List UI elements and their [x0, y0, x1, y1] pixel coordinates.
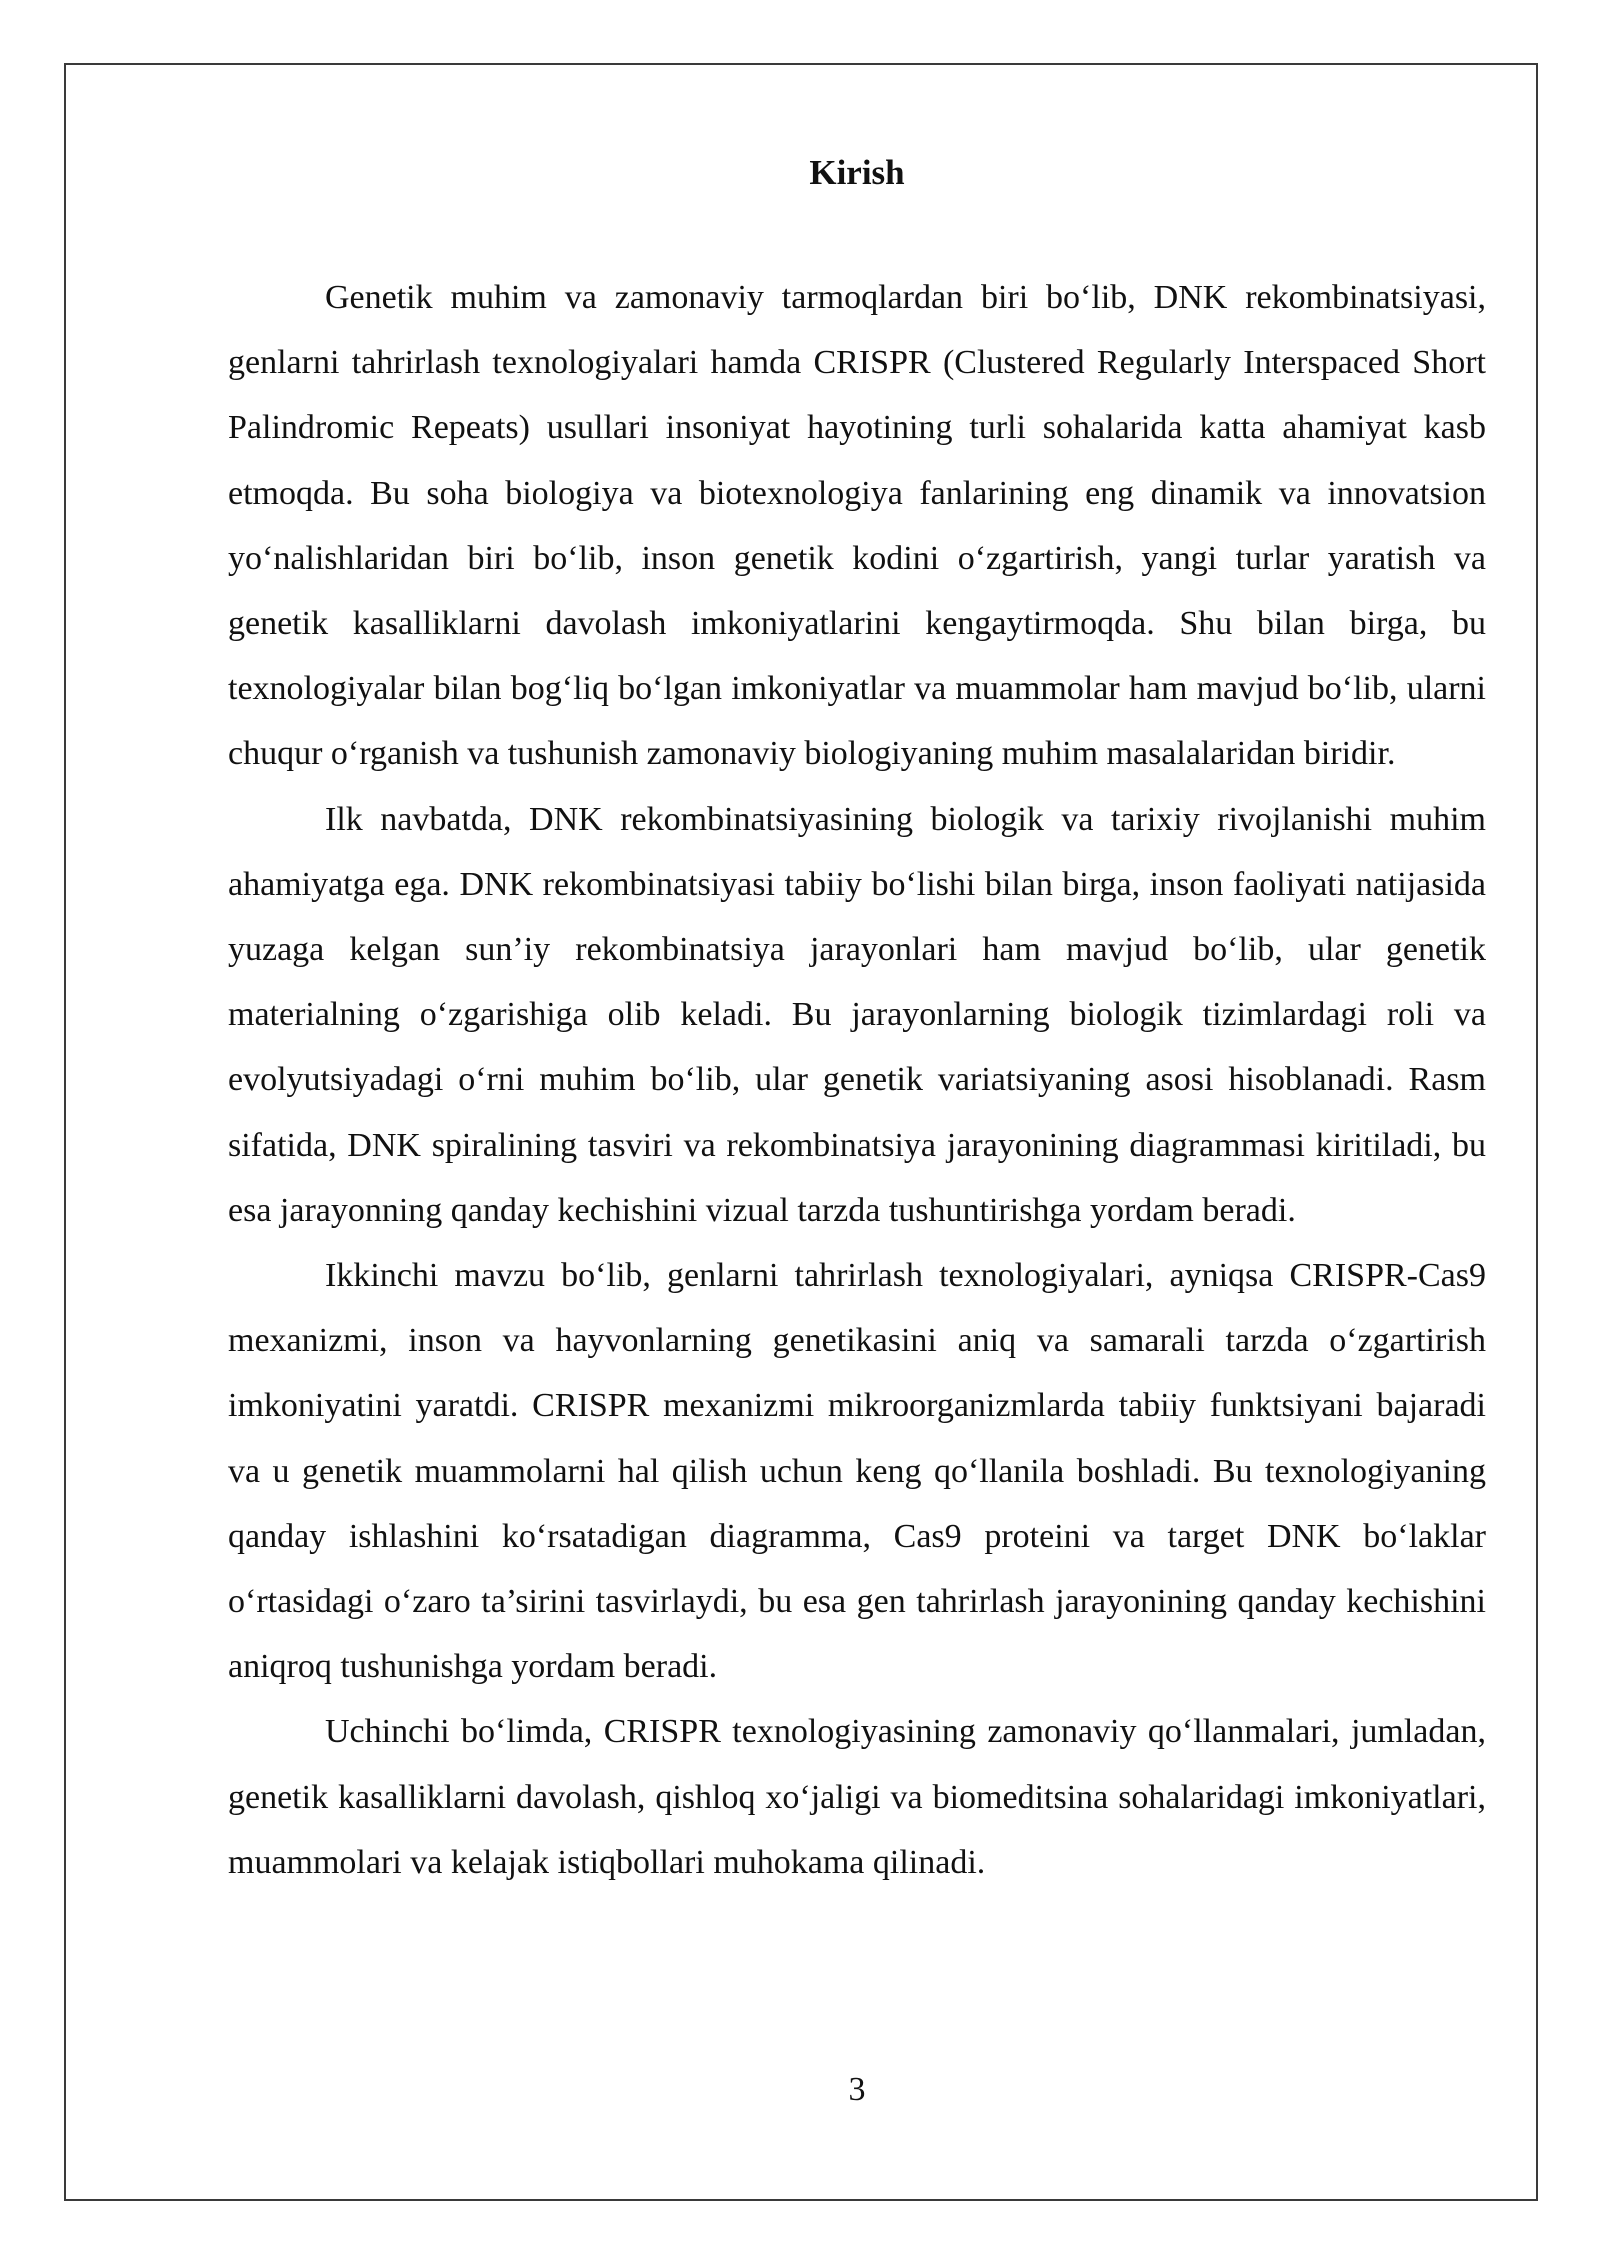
- section-heading: Kirish: [809, 153, 905, 192]
- body-text: [228, 265, 1486, 1895]
- page-number: 3: [848, 2071, 866, 2108]
- paragraph-3: Ikkinchi mavzu bo‘lib, genlarni tahrirlash texnologiyalari, ayniqsa CRISPR-Cas9 mexanizmi, inson va hayvonlarning genetikasini aniq va samarali tarzda o‘zgartirish imkoniyatini yaratdi. CRISPR mexanizmi mikroorganizmlarda tabiiy funktsiyani bajaradi va u genetik muammolarni hal qilish uchun keng qo‘llanila boshladi. Bu texnologiyaning qanday ishlashini ko‘rsatadigan diagramma, Cas9 proteini va target DNK bo‘laklar o‘rtasidagi o‘zaro ta’sirini tasvirlaydi, bu esa gen tahrirlash jarayonining qanday kechishini aniqroq tushunishga yordam beradi.: [228, 1257, 1486, 1686]
- paragraph-1: Genetik muhim va zamonaviy tarmoqlardan biri bo‘lib, DNK rekombinatsiyasi, genlarni tahrirlash texnologiyalari hamda CRISPR (Clustered Regularly Interspaced Short Palindromic Repeats) usullari insoniyat hayotining turli sohalarida katta ahamiyat kasb etmoqda. Bu soha biologiya va biotexnologiya fanlarining eng dinamik va innovatsion yo‘nalishlaridan biri bo‘lib, inson genetik kodini o‘zgartirish, yangi turlar yaratish va genetik kasalliklarni davolash imkoniyatlarini kengaytirmoqda. Shu bilan birga, bu texnologiyalar bilan bog‘liq bo‘lgan imkoniyatlar va muammolar ham mavjud bo‘lib, ularni chuqur o‘rganish va tushunish zamonaviy biologiyaning muhim masalalaridan biridir.: [228, 279, 1486, 773]
- paragraph-4: Uchinchi bo‘limda, CRISPR texnologiyasining zamonaviy qo‘llanmalari, jumladan, genetik kasalliklarni davolash, qishloq xo‘jaligi va biomeditsina sohalaridagi imkoniyatlari, muammolari va kelajak istiqbollari muhokama qilinadi.: [228, 1713, 1486, 1881]
- paragraph-2: Ilk navbatda, DNK rekombinatsiyasining biologik va tarixiy rivojlanishi muhim ahamiyatga ega. DNK rekombinatsiyasi tabiiy bo‘lishi bilan birga, inson faoliyati natijasida yuzaga kelgan sun’iy rekombinatsiya jarayonlari ham mavjud bo‘lib, ular genetik materialning o‘zgarishiga olib keladi. Bu jarayonlarning biologik tizimlardagi roli va evolyutsiyadagi o‘rni muhim bo‘lib, ular genetik variatsiyaning asosi hisoblanadi. Rasm sifatida, DNK spiralining tasviri va rekombinatsiya jarayonining diagrammasi kiritiladi, bu esa jarayonning qanday kechishini vizual tarzda tushuntirishga yordam beradi.: [228, 800, 1486, 1229]
